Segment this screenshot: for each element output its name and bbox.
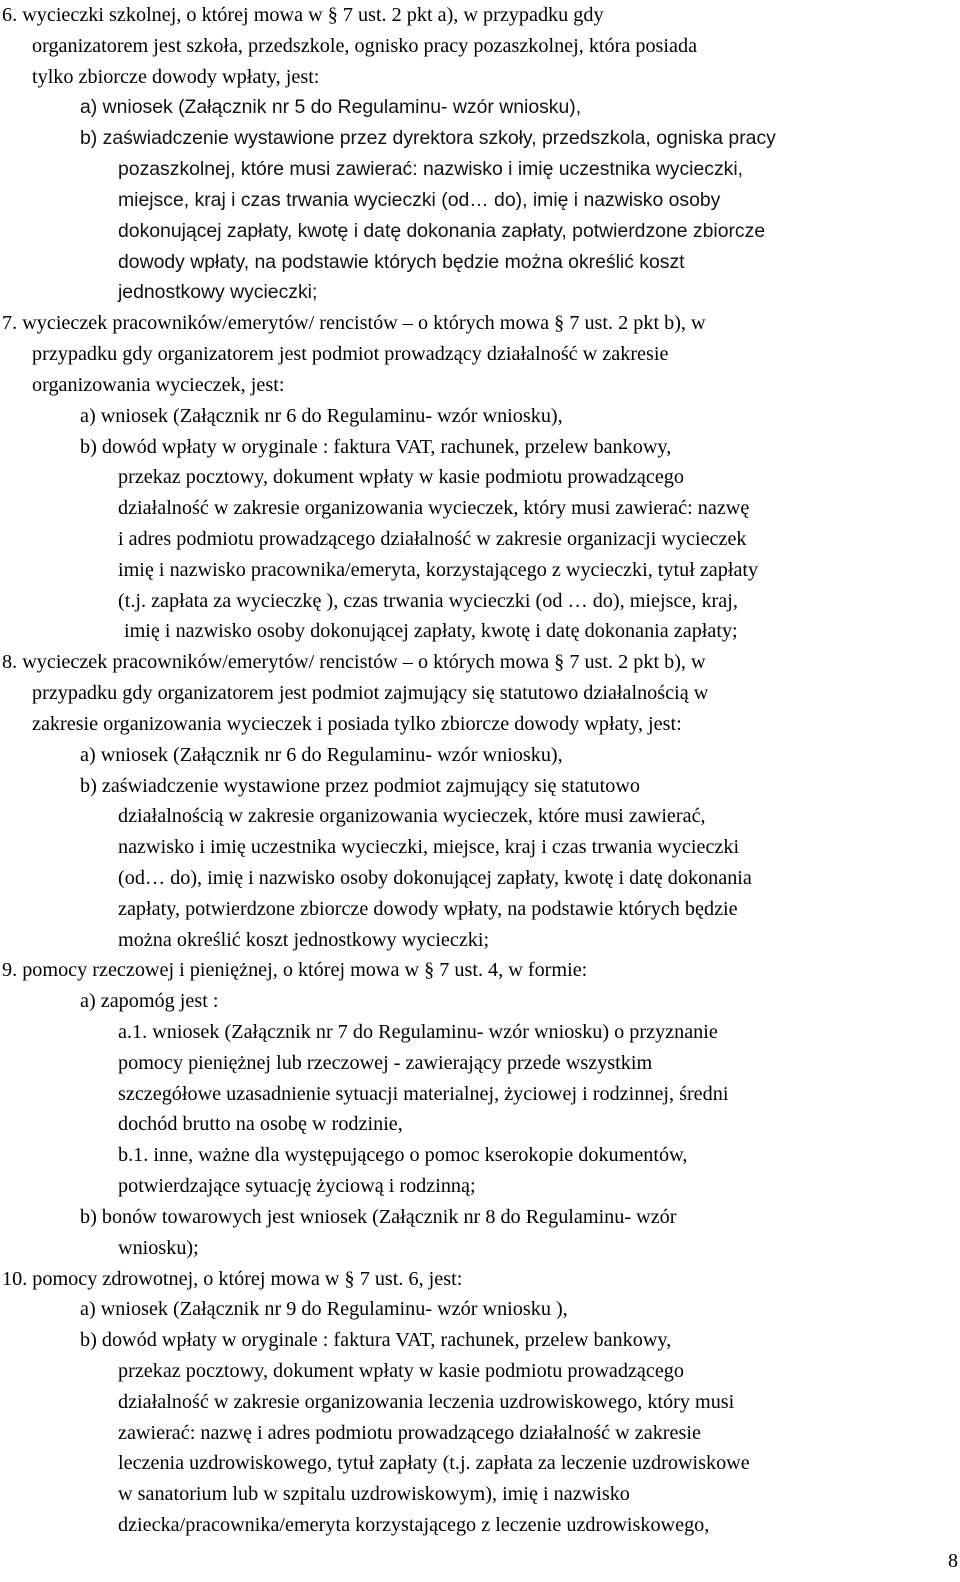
text-line: a) wniosek (Załącznik nr 9 do Regulaminu- wzór wniosku ), (80, 1298, 568, 1320)
text-line: b) zaświadczenie wystawione przez dyrektora szkoły, przedszkola, ogniska pracy (80, 127, 776, 149)
text-line: działalność w zakresie organizowania leczenia uzdrowiskowego, który musi (118, 1391, 735, 1413)
text-line: dowody wpłaty, na podstawie których będzie można określić koszt (118, 251, 685, 273)
text-line: działalność w zakresie organizowania wycieczek, który musi zawierać: nazwę (118, 497, 750, 519)
text-line: a) wniosek (Załącznik nr 6 do Regulaminu- wzór wniosku), (80, 744, 563, 766)
text-line: przypadku gdy organizatorem jest podmiot zajmujący się statutowo działalnością w (32, 682, 709, 704)
text-line: b.1. inne, ważne dla występującego o pomoc kserokopie dokumentów, (118, 1144, 688, 1166)
text-line: przekaz pocztowy, dokument wpłaty w kasie podmiotu prowadzącego (118, 1360, 684, 1382)
text-line: można określić koszt jednostkowy wycieczki; (118, 929, 490, 951)
text-line: 7. wycieczek pracowników/emerytów/ rencistów – o których mowa § 7 ust. 2 pkt b), w (2, 312, 706, 334)
text-line: tylko zbiorcze dowody wpłaty, jest: (32, 66, 320, 88)
text-line: leczenia uzdrowiskowego, tytuł zapłaty (t.j. zapłata za leczenie uzdrowiskowe (118, 1452, 750, 1474)
text-line: 6. wycieczki szkolnej, o której mowa w § 7 ust. 2 pkt a), w przypadku gdy (2, 4, 604, 26)
text-line: b) dowód wpłaty w oryginale : faktura VAT, rachunek, przelew bankowy, (80, 436, 672, 458)
text-line: działalnością w zakresie organizowania wycieczek, które musi zawierać, (118, 805, 706, 827)
text-line: i adres podmiotu prowadzącego działalność w zakresie organizacji wycieczek (118, 528, 747, 550)
text-line: b) zaświadczenie wystawione przez podmiot zajmujący się statutowo (80, 775, 641, 797)
text-line: przekaz pocztowy, dokument wpłaty w kasie podmiotu prowadzącego (118, 466, 684, 488)
text-line: zakresie organizowania wycieczek i posiada tylko zbiorcze dowody wpłaty, jest: (32, 713, 682, 735)
text-line: wniosku); (118, 1237, 199, 1259)
text-line: 10. pomocy zdrowotnej, o której mowa w § 7 ust. 6, jest: (2, 1268, 463, 1290)
text-line: przypadku gdy organizatorem jest podmiot prowadzący działalność w zakresie (32, 343, 669, 365)
text-line: w sanatorium lub w szpitalu uzdrowiskowym), imię i nazwisko (118, 1483, 630, 1505)
text-line: pozaszkolnej, które musi zawierać: nazwisko i imię uczestnika wycieczki, (118, 158, 744, 180)
text-line: imię i nazwisko osoby dokonującej zapłaty, kwotę i datę dokonania zapłaty; (124, 620, 738, 642)
text-line: dochód brutto na osobę w rodzinie, (118, 1113, 403, 1135)
text-line: b) bonów towarowych jest wniosek (Załącznik nr 8 do Regulaminu- wzór (80, 1206, 677, 1228)
page-number: 8 (948, 1550, 958, 1572)
text-line: szczegółowe uzasadnienie sytuacji materialnej, życiowej i rodzinnej, średni (118, 1083, 729, 1105)
text-line: a) zapomóg jest : (80, 990, 219, 1012)
text-line: miejsce, kraj i czas trwania wycieczki (od… do), imię i nazwisko osoby (118, 189, 721, 211)
text-line: a) wniosek (Załącznik nr 5 do Regulaminu- wzór wniosku), (80, 96, 582, 118)
text-line: jednostkowy wycieczki; (118, 281, 318, 303)
text-line: dokonującej zapłaty, kwotę i datę dokonania zapłaty, potwierdzone zbiorcze (118, 220, 766, 242)
text-line: (od… do), imię i nazwisko osoby dokonującej zapłaty, kwotę i datę dokonania (118, 867, 752, 889)
text-line: nazwisko i imię uczestnika wycieczki, miejsce, kraj i czas trwania wycieczki (118, 836, 740, 858)
text-line: organizowania wycieczek, jest: (32, 374, 285, 396)
text-line: organizatorem jest szkoła, przedszkole, ognisko pracy pozaszkolnej, która posiada (32, 35, 698, 57)
text-line: a.1. wniosek (Załącznik nr 7 do Regulaminu- wzór wniosku) o przyznanie (118, 1021, 718, 1043)
text-line: zawierać: nazwę i adres podmiotu prowadzącego działalność w zakresie (118, 1422, 701, 1444)
text-line: zapłaty, potwierdzone zbiorcze dowody wpłaty, na podstawie których będzie (118, 898, 738, 920)
text-line: dziecka/pracownika/emeryta korzystającego z leczenie uzdrowiskowego, (118, 1514, 710, 1536)
text-line: b) dowód wpłaty w oryginale : faktura VAT, rachunek, przelew bankowy, (80, 1329, 672, 1351)
text-line: 8. wycieczek pracowników/emerytów/ rencistów – o których mowa § 7 ust. 2 pkt b), w (2, 651, 706, 673)
text-line: imię i nazwisko pracownika/emeryta, korzystającego z wycieczki, tytuł zapłaty (118, 559, 759, 581)
text-line: pomocy pieniężnej lub rzeczowej - zawierający przede wszystkim (118, 1052, 653, 1074)
text-line: potwierdzające sytuację życiową i rodzinną; (118, 1175, 476, 1197)
text-line: (t.j. zapłata za wycieczkę ), czas trwania wycieczki (od … do), miejsce, kraj, (118, 590, 738, 612)
text-line: 9. pomocy rzeczowej i pieniężnej, o której mowa w § 7 ust. 4, w formie: (2, 959, 588, 981)
text-line: a) wniosek (Załącznik nr 6 do Regulaminu- wzór wniosku), (80, 405, 563, 427)
